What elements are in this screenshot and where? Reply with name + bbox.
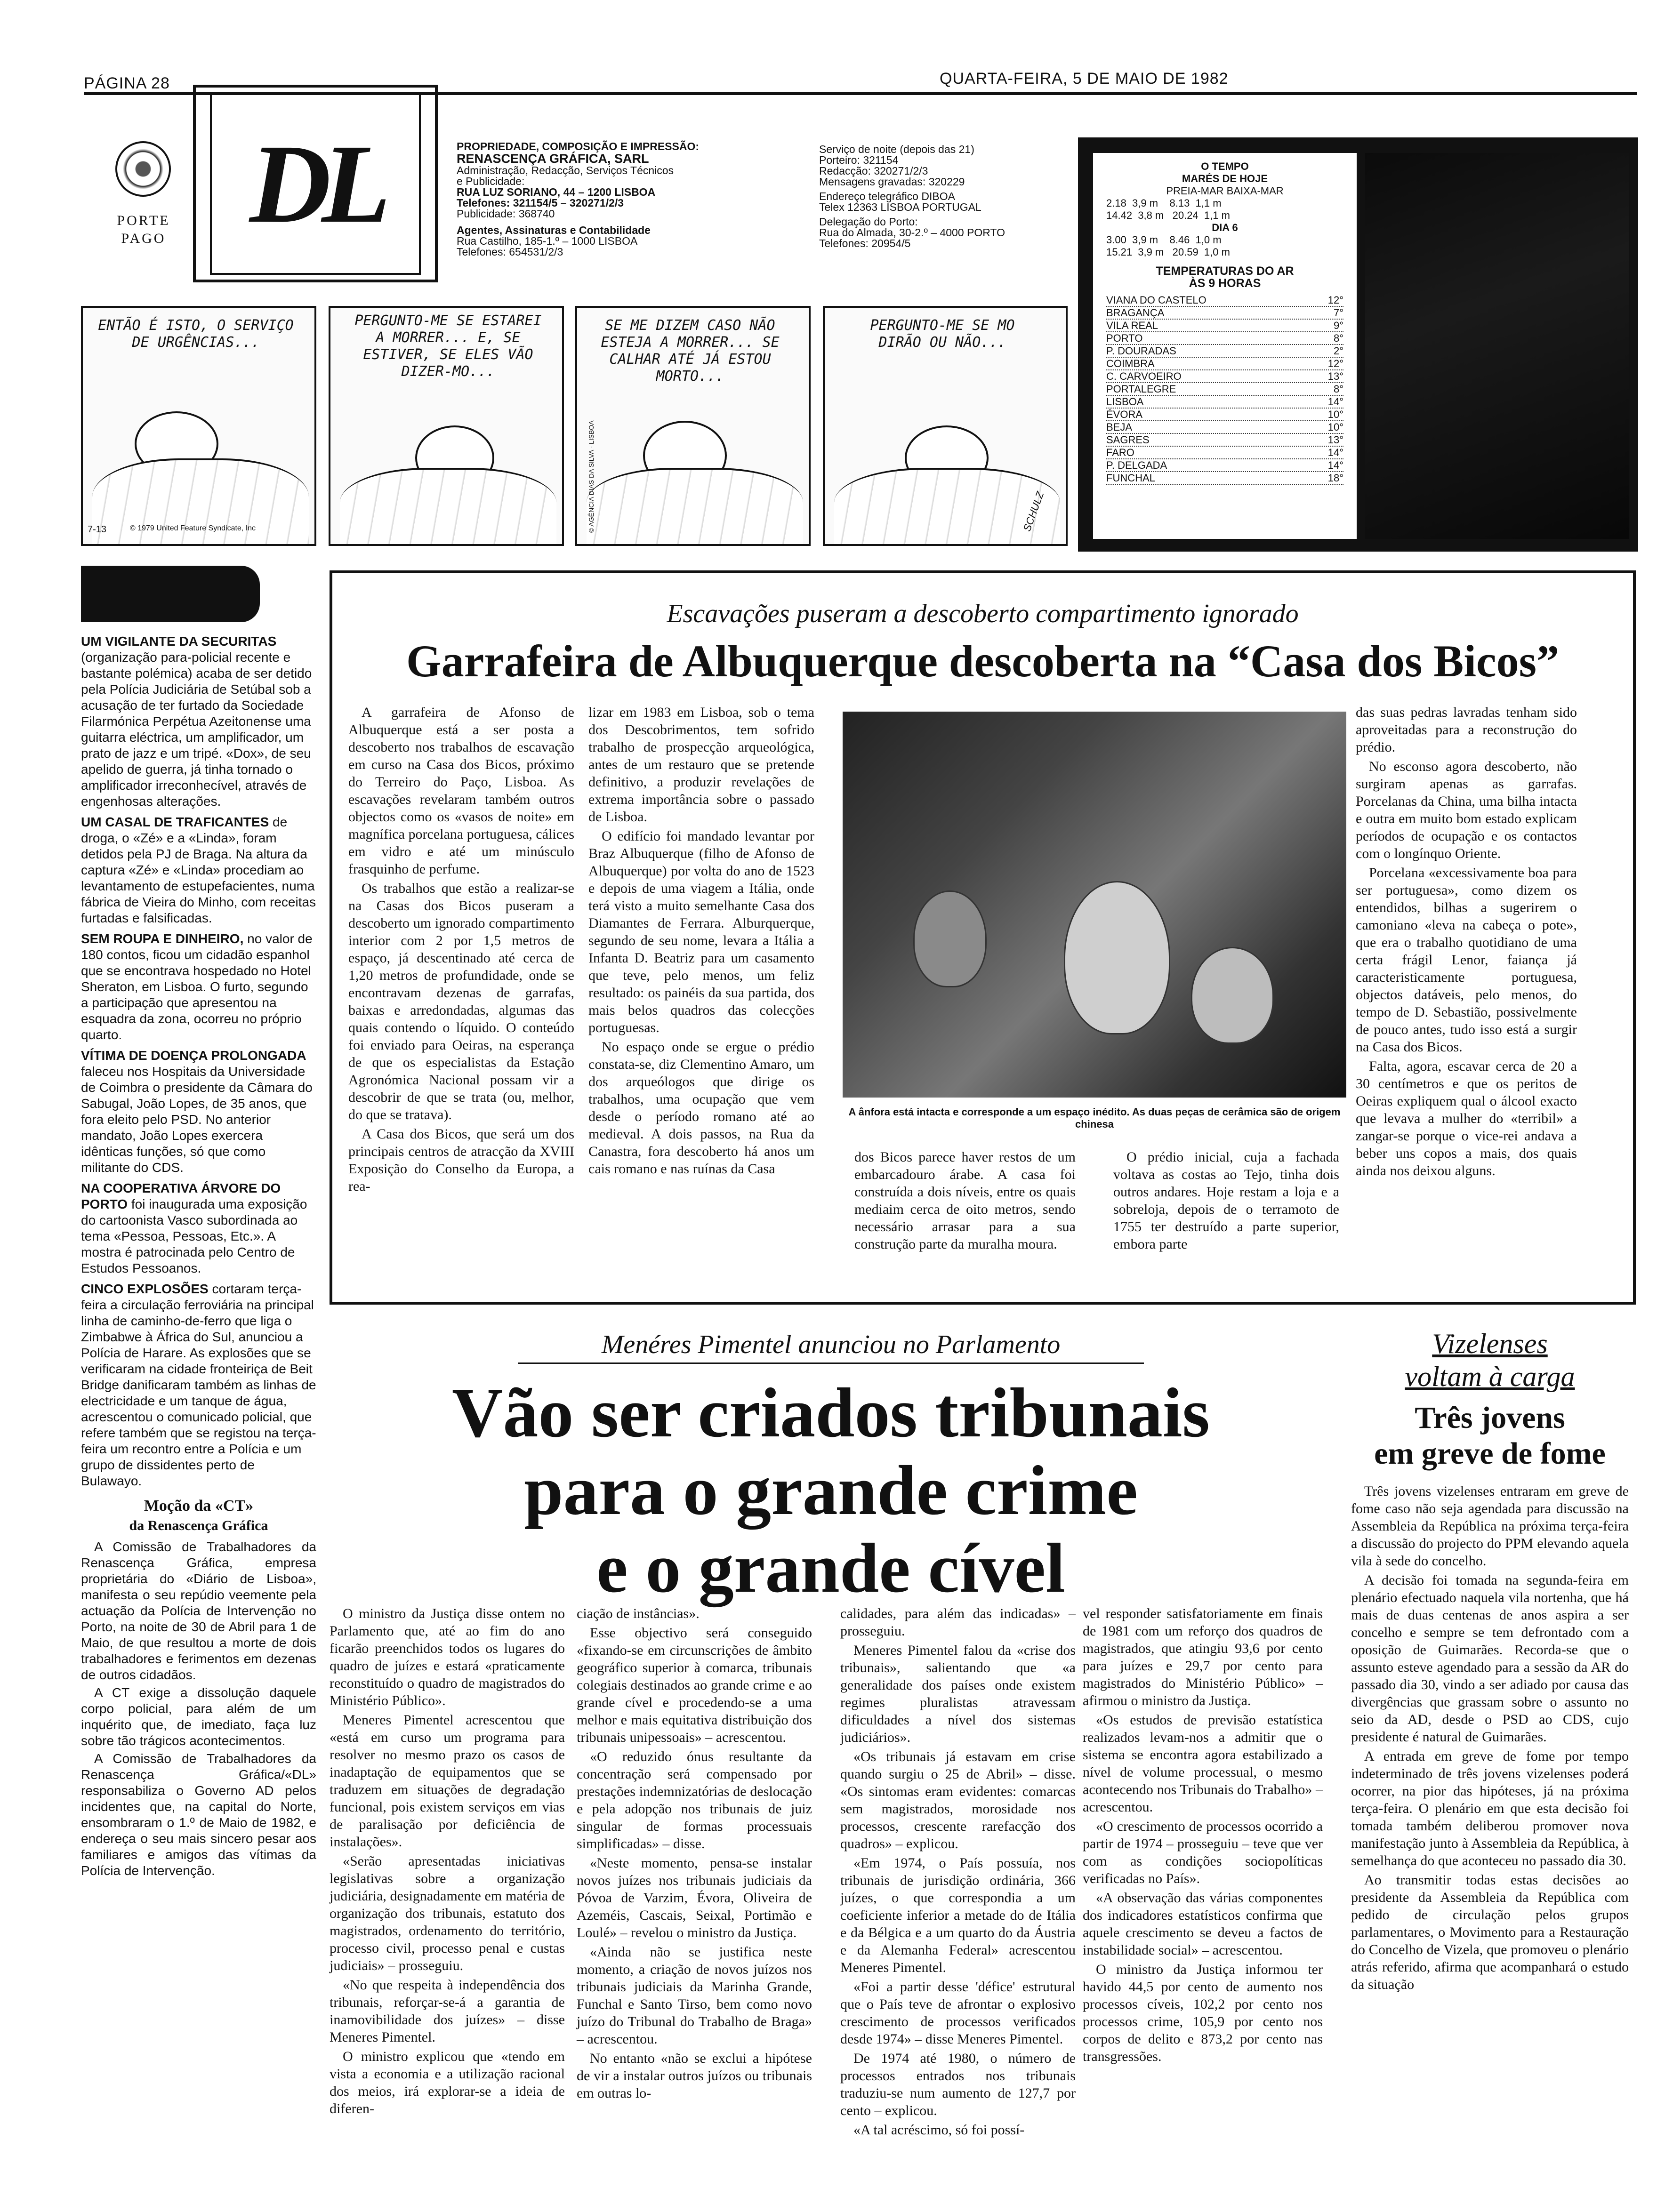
temps-title: TEMPERATURAS DO AR <box>1156 264 1294 278</box>
temp-value: 8° <box>1333 383 1343 395</box>
news-text: faleceu nos Hospitais da Universidade de Coimbra o presidente da Câmara do Sabugal, João Lopes, de 35 anos, que fora eleito pelo PSD. No anterior mandato, João Lopes exercera idênticas funções, só que como militante do CDS. <box>81 1064 313 1175</box>
temp-city: VIANA DO CASTELO <box>1106 294 1207 306</box>
comic-panel-2 <box>329 306 564 546</box>
article2-col1 <box>330 1605 565 2119</box>
article1-col2 <box>588 704 814 1179</box>
headline-line: Vão ser criados tribunais <box>452 1374 1210 1452</box>
temp-value: 2° <box>1333 345 1343 357</box>
temp-value: 18° <box>1327 472 1343 484</box>
services-info: Serviço de noite (depois das 21) Porteiro: 321154 Redacção: 320271/2/3 Mensagens gravadas: 320229 Endereço telegráfico DIBOA Telex 12363 LISBOA PORTUGAL Delegação do Porto: Rua do Almada, 30-2.º – 4000 PORTO Telefones: 20954/5 <box>819 143 1005 249</box>
comic-panel-4 <box>823 306 1068 546</box>
tides-row: 2.18 3,9 m 8.13 1,1 m <box>1106 197 1222 209</box>
article2-paragraph: «Foi a partir desse 'défice' estrutural que o País teve de afrontar o explosivo crescimento de processos verificados desde 1974» – disse Meneres Pimentel. <box>840 1979 1076 2047</box>
article2-paragraph: O ministro explicou que «tendo em vista a economia e a utilização racional dos meios, irá explorar-se a ideia de diferen- <box>330 2049 565 2116</box>
mocao-paragraph: A Comissão de Trabalhadores da Renascença Gráfica/«DL» responsabiliza o Governo AD pelos incidentes que, na capital do Norte, ensombraram o 1.º de Maio de 1982, e endereça o seu mais sincero pesar aos familiares e amigos das vítimas da Polícia de Intervenção. <box>81 1751 316 1878</box>
article2-paragraph: Meneres Pimentel acrescentou que «está em curso um programa para resolver no mesmo prazo os casos de inadaptação de equipamentos que se traduzem em situações de degradação funcional, pois existem serviços em vias de paralisação por deficiência de instalações». <box>330 1712 565 1850</box>
kicker-underline <box>518 1362 1144 1364</box>
article2-paragraph: Esse objectivo será conseguido «fixando-se em circunscrições de âmbito geográfico superior à comarca, tribunais colegiais destinados ao grande crime e ao grande cível e procedendo-se a uma melhor e mais equitativa distribuição dos tribunais unipessoais» – acrescentou. <box>577 1625 812 1745</box>
temp-row <box>1106 370 1343 383</box>
comic-panel-1 <box>81 306 316 546</box>
temp-value: 7° <box>1333 307 1343 319</box>
article2-paragraph: «Serão apresentadas iniciativas legislativas sobre a organização judiciária, designadamente em matéria de organização dos tribunais, estatuto dos magistrados, ordenamento do território, processo civil, processo penal e custas judiciais» – prosseguiu. <box>330 1853 565 1973</box>
article1-paragraph: Os trabalhos que estão a realizar-se na Casas dos Bicos puseram a descoberto um ignorado compartimento interior com 2 por 1,5 metros de espaço, já descentinado até cerca de 1,20 metros de profundidade, onde se encontravam dezenas de garrafas, baixas e arredondadas, algumas das quais contendo o líquido. O conteúdo foi enviado para Oeiras, na esperança de que os especialistas da Estação Agronómica Nacional possam vir a descobrir de que se trata (ou, melhor, do que se tratava). <box>348 881 574 1122</box>
article2-col2 <box>577 1605 812 2104</box>
article2-paragraph: calidades, para além das indicadas» – prosseguiu. <box>840 1606 1076 1639</box>
temp-row <box>1106 396 1343 409</box>
article2-paragraph: Meneres Pimentel falou da «crise dos tribunais», salientando que «a generalidade dos países onde existem regimes pluralistas atravessam dificuldades a nível dos sistemas judiciários». <box>840 1643 1076 1745</box>
mocao-title: Moção da «CT» <box>144 1497 254 1515</box>
page-number: PÁGINA 28 <box>84 74 170 92</box>
logo-box <box>193 85 438 282</box>
article2-paragraph: ciação de instâncias». <box>577 1606 700 1621</box>
seal-icon <box>115 141 171 197</box>
article1-col5 <box>1356 704 1577 1181</box>
temp-city: BRAGANÇA <box>1106 307 1165 319</box>
article1-paragraph: O edifício foi mandado levantar por Braz Albuquerque (filho de Afonso de Albuquerque) por volta do ano de 1523 e depois de uma viagem a Itália, onde terá visto a muito semelhante Casa dos Diamantes de Ferrara. Alburquerque, segundo de seu nome, levara a Itália a Infanta D. Beatriz para um casamento que teve, pelo menos, um feliz resultado: os painéis da sua partida, dos mais belos quadros das colecções portuguesas. <box>588 828 814 1035</box>
news-head: UM VIGILANTE DA SECURITAS <box>81 634 277 649</box>
temp-city: C. CARVOEIRO <box>1106 370 1182 382</box>
speech-bubble: SE ME DIZEM CASO NÃO ESTEJA A MORRER... SE CALHAR ATÉ JÁ ESTOU MORTO... <box>601 317 780 385</box>
temp-value: 12° <box>1327 294 1343 306</box>
article2-paragraph: No entanto «não se exclui a hipótese de vir a instalar outros juízos ou tribunais em outras lo- <box>577 2051 812 2101</box>
temp-row <box>1106 447 1343 459</box>
weather-photo <box>1365 153 1629 539</box>
speech-bubble: PERGUNTO-ME SE ESTAREI A MORRER... E, SE ESTIVER, SE ELES VÃO DIZER-MO... <box>354 313 542 380</box>
article1-col3 <box>854 1148 1076 1255</box>
temp-row <box>1106 409 1343 421</box>
article1-paragraph: No espaço onde se ergue o prédio constata-se, diz Clementino Amaro, um dos arqueólogos que dirige os trabalhos, uma ocupação que vem desde o período romano até ao medieval. A dois passos, na Rua da Canastra, fora descoberto há anos um cais romano e nas ruínas da Casa <box>588 1039 814 1177</box>
news-head: UM CASAL DE TRAFICANTES <box>81 815 269 829</box>
news-text: cortaram terça-feira a circulação ferroviária na principal linha de caminho-de-ferro que liga o Zimbabwe à África do Sul, anunciou a Polícia de Harare. As explosões que se verificaram na cidade fronteiriça de Beit Bridge danificaram também as linhas de electricidade e um tanque de água, acrescentou o comunicado policial, que refere também que se registou na terça-feira um recontro entre a Polícia e um grupo de dissidentes perto de Bulawayo. <box>81 1282 316 1488</box>
article1-paragraph: dos Bicos parece haver restos de um embarcadouro árabe. A casa foi construída a dois níveis, entre os quais mediaim cerca de oito metros, sendo necessário arrasar para a sua construção parte da muralha moura. <box>854 1149 1076 1252</box>
blanket-icon <box>340 468 556 546</box>
temp-city: VILA REAL <box>1106 320 1158 331</box>
temps-subtitle: ÀS 9 HORAS <box>1189 277 1261 290</box>
comic-copyright: © 1979 United Feature Syndicate, Inc <box>130 524 256 532</box>
article2-paragraph: «No que respeita à independência dos tribunais, reforçar-se-á a garantia de inamovibilidade dos juízes» – disse Meneres Pimentel. <box>330 1977 565 2045</box>
tides-row: 14.42 3,8 m 20.24 1,1 m <box>1106 209 1230 221</box>
article2-kicker: Menéres Pimentel anunciou no Parlamento <box>601 1330 1061 1359</box>
article3-body <box>1351 1483 1629 1995</box>
temp-city: SAGRES <box>1106 434 1150 446</box>
temp-city: FUNCHAL <box>1106 472 1155 484</box>
news-text: de droga, o «Zé» e a «Linda», foram detidos pela PJ de Braga. Na altura da captura «Zé» e «Linda» procediam ao levantamento de estupefacientes, numa fábrica de Vieira do Minho, com receitas furtadas e falsificadas. <box>81 815 316 925</box>
temp-city: PORTALEGRE <box>1106 383 1176 395</box>
article2-paragraph: «Os tribunais já estavam em crise quando surgiu o 25 de Abril» – disse. «Os sintomas eram evidentes: comarcas sem magistrados, morosidade nos processos, crescente rarefacção dos quadros» – explicou. <box>840 1749 1076 1851</box>
temp-city: FARO <box>1106 447 1134 458</box>
vase-icon <box>1191 947 1274 1044</box>
news-head: SEM ROUPA E DINHEIRO, <box>81 931 244 946</box>
comic-date-code: 7-13 <box>88 524 107 535</box>
article1-paragraph: Falta, agora, escavar cerca de 20 a 30 centímetros e que os peritos de Oeiras expliquem qual o álcool exacto que levava a mulher do «terribil» a zangar-se porque o vice-rei andava a beber uns copos a mais, dos quais ainda nos deixou alguns. <box>1356 1058 1577 1178</box>
temp-row <box>1106 434 1343 447</box>
article3-paragraph: A entrada em greve de fome por tempo indeterminado de três jovens vizelenses poderá ocorrer, na pior das hipóteses, já na próxima terça-feira. O plenário em que esta decisão foi tomada também deliberou promover nova manifestação junto à Assembleia da República, à semelhança do que aconteceu no passado dia 30. <box>1351 1748 1629 1868</box>
temp-value: 14° <box>1327 459 1343 471</box>
temp-row <box>1106 345 1343 358</box>
headline-line: para o grande crime <box>524 1451 1138 1530</box>
sidebar-banner-icon <box>81 566 260 622</box>
temp-value: 8° <box>1333 332 1343 344</box>
temp-city: BEJA <box>1106 421 1133 433</box>
temp-row <box>1106 294 1343 307</box>
article1-paragraph: No esconso agora descoberto, não surgiram apenas as garrafas. Porcelanas da China, uma bilha intacta e outra em muito bom estado explicam períodos de ocupação e os contactos com o longínquo Oriente. <box>1356 759 1577 861</box>
issue-date: QUARTA-FEIRA, 5 DE MAIO DE 1982 <box>940 70 1229 88</box>
temp-row <box>1106 421 1343 434</box>
news-text: foi inaugurada uma exposição do cartoonista Vasco subordinada ao tema «Pessoa, Pessoas, Etc.». A mostra é patrocinada pelo Centro de Estudos Pessoanos. <box>81 1197 307 1275</box>
weather-panel <box>1093 153 1357 539</box>
temp-row <box>1106 332 1343 345</box>
temp-row <box>1106 358 1343 370</box>
article1-paragraph: O prédio inicial, cuja a fachada voltava as costas ao Tejo, tinha dois outros andares. Hoje restam a loja e a sobreloja, depois de o terramoto de 1755 ter destruído a parte superior, embora parte <box>1113 1149 1339 1252</box>
headline-line: Três jovens <box>1415 1401 1565 1435</box>
porte-pago: PORTE PAGO <box>117 213 170 246</box>
article3-paragraph: A decisão foi tomada na segunda-feira em plenário efectuado naquela vila nortenha, que há mais de duas centenas de anos aspira a ser concelho e sempre se tem defrontado com a oposição de Guimarães. Recorda-se que o assunto esteve agendado para a sessão da AR do passado dia 30, vindo a ser adiado por causa das divergências que grassam sobre o assunto no seio da AD, desde o PSD ao CDS, cujo presidente é natural de Guimarães. <box>1351 1572 1629 1745</box>
news-head: VÍTIMA DE DOENÇA PROLONGADA <box>81 1048 306 1063</box>
amphora-photo <box>843 712 1346 1098</box>
article1-col4 <box>1113 1148 1339 1255</box>
article1-paragraph: das suas pedras lavradas tenham sido aproveitadas para a reconstrução do prédio. <box>1356 705 1577 755</box>
temp-row <box>1106 383 1343 396</box>
article3-headline <box>1344 1400 1636 1472</box>
article2-paragraph: «Os estudos de previsão estatística realizados levam-nos a admitir que o sistema se encontra agora estabilizado a nível de volume processual, o mesmo acontecendo nos Tribunais do Trabalho» – acrescentou. <box>1083 1712 1323 1815</box>
temp-value: 12° <box>1327 358 1343 369</box>
temp-row <box>1106 472 1343 485</box>
speech-bubble: ENTÃO É ISTO, O SERVIÇO DE URGÊNCIAS... <box>98 317 294 351</box>
temp-value: 13° <box>1327 434 1343 446</box>
dl-logo: DL <box>210 92 421 275</box>
article2-paragraph: O ministro da Justiça disse ontem no Parlamento que, até ao fim do ano ficarão preenchidos todos os lugares do quadro de juízes e estará «praticamente reconstituído o quadro de magistrados do Ministério Público». <box>330 1606 565 1708</box>
article3-kicker <box>1344 1327 1636 1393</box>
news-head: CINCO EXPLOSÕES <box>81 1282 209 1296</box>
article1-paragraph: A garrafeira de Afonso de Albuquerque está a ser posta a descoberto nos trabalhos de escavação em curso na Casa dos Bicos, próximo do Terreiro do Paço, Lisboa. As escavações revelaram também outros objectos como os «vasos de noite» em magnífica porcelana portuguesa, cálices em vidro e até um minúsculo frasquinho de perfume. <box>348 705 574 877</box>
article2-col3 <box>840 1605 1076 2140</box>
blanket-icon <box>587 468 803 546</box>
temp-value: 10° <box>1327 409 1343 420</box>
news-text: no valor de 180 contos, ficou um cidadão espanhol que se encontrava hospedado no Hotel Sheraton, em Lisboa. O furto, segundo a participação que apresentou na esquadra da zona, ocorreu no próprio quarto. <box>81 931 313 1042</box>
article1-kicker: Escavações puseram a descoberto compartimento ignorado <box>667 599 1299 628</box>
sidebar-news <box>81 633 316 1881</box>
blanket-icon <box>834 468 1060 546</box>
article3-paragraph: Ao transmitir todas estas decisões ao presidente da Assembleia da República com pedido de circulação pelos grupos parlamentares, o Movimento para a Restauração do Concelho de Vizela, que promoveu o plenário atrás referido, afirma que acompanhará o estudo da situação <box>1351 1872 1629 1992</box>
mocao-subtitle: da Renascença Gráfica <box>129 1518 268 1533</box>
article1-paragraph: A Casa dos Bicos, que será um dos principais centros de atracção da XVIII Exposição do Conselho da Europa, a rea- <box>348 1126 574 1194</box>
article2-paragraph: «Em 1974, o País possuía, nos tribunais de jurisdição ordinária, 366 juízes, o que correspondia a um coeficiente inferior a metade do de Itália e da Bélgica e a um quarto do da Áustria e da Alemanha Federal» acrescentou Meneres Pimentel. <box>840 1855 1076 1975</box>
news-head: NA COOPERATIVA ÁRVORE DO PORTO <box>81 1181 281 1211</box>
tides-header: PREIA-MAR BAIXA-MAR <box>1166 185 1284 197</box>
tides-day: DIA 6 <box>1212 222 1238 233</box>
temp-row <box>1106 459 1343 472</box>
article2-headline <box>330 1374 1332 1607</box>
amphora-icon <box>1064 881 1170 1034</box>
mocao-paragraph: A Comissão de Trabalhadores da Renascença Gráfica, empresa proprietária do «Diário de Lisboa», manifesta o seu repúdio veemente pela actuação da Polícia de Intervenção no Porto, na noite de 30 de Abril para 1 de Maio, de que resultou a morte de dois trabalhadores e ferimentos em dezenas de outros cidadãos. <box>81 1539 316 1682</box>
weather-title: O TEMPO <box>1201 160 1249 172</box>
article2-paragraph: «O reduzido ónus resultante da concentração será compensado por prestações indemnizatórias de deslocação e pela adopção nos tribunais de juiz singular de formas processuais simplificadas» – disse. <box>577 1749 812 1851</box>
kicker-line: voltam à carga <box>1405 1361 1575 1392</box>
article1-headline: Garrafeira de Albuquerque descoberta na “Casa dos Bicos” <box>406 636 1559 686</box>
temp-city: ÉVORA <box>1106 409 1143 420</box>
comic-agency: © AGÊNCIA DIAS DA SILVA - LISBOA <box>587 420 595 533</box>
article3-paragraph: Três jovens vizelenses entraram em greve de fome caso não seja agendada para discussão na Assembleia da República na próxima terça-feira a discussão do projecto do PPM elevando aquela vila à sede do concelho. <box>1351 1483 1629 1569</box>
mocao-paragraph: A CT exige a dissolução daquele corpo policial, para além de um inquérito que, de imediato, faça luz sobre tão trágicos acontecimentos. <box>81 1685 316 1748</box>
blanket-icon <box>92 458 309 546</box>
temp-city: P. DOURADAS <box>1106 345 1176 357</box>
temp-value: 13° <box>1327 370 1343 382</box>
tides-title: MARÉS DE HOJE <box>1182 173 1268 184</box>
temp-city: LISBOA <box>1106 396 1144 408</box>
headline-line: em greve de fome <box>1374 1436 1606 1471</box>
ownership-info: PROPRIEDADE, COMPOSIÇÃO E IMPRESSÃO: RENASCENÇA GRÁFICA, SARL Administração, Redacção, Serviços Técnicos e Publicidade: RUA LUZ SORIANO, 44 – 1200 LISBOA Telefones: 321154/5 – 320271/2/3 Publicidade: 368740 Agentes, Assinaturas e Contabilidade Rua Castilho, 185-1.º – 1000 LISBOA Telefones: 654531/2/3 <box>457 140 700 258</box>
temp-value: 14° <box>1327 396 1343 408</box>
article1-paragraph: Porcelana «excessivamente boa para ser portuguesa», como dizem os entendidos, bilhas a sugerirem o camoniano «leva na cabeça o pote», que era o trabalho quotidiano de uma certa frágil Lenor, faiança já caracteristicamente portuguesa, objectos datáveis, pelo menos, do tempo de D. Sebastião, possivelmente de pouco antes, tudo isso está a surgir na Casa dos Bicos. <box>1356 865 1577 1055</box>
article2-paragraph: «A tal acréscimo, só foi possí- <box>853 2122 1025 2138</box>
comic-panel-3 <box>575 306 811 546</box>
headline-line: e o grande cível <box>596 1529 1065 1607</box>
temp-value: 10° <box>1327 421 1343 433</box>
article1-paragraph: lizar em 1983 em Lisboa, sob o tema dos Descobrimentos, tem sofrido trabalho de prospecção arqueológica, antes de um restauro que se pretende definitivo, a produzir revelações de extrema importância sobre o passado de Lisboa. <box>588 705 814 825</box>
speech-bubble: PERGUNTO-ME SE MO DIRÃO OU NÃO... <box>870 317 1015 351</box>
vase-icon <box>913 890 987 987</box>
temp-value: 14° <box>1327 447 1343 458</box>
article2-paragraph: vel responder satisfatoriamente em finais de 1981 com um reforço dos quadros de magistrados, que atingiu 93,6 por cento para juízes e 29,7 por cento para magistrados do Ministério Público» – afirmou o ministro da Justiça. <box>1083 1606 1323 1708</box>
article2-paragraph: De 1974 até 1980, o número de processos entrados nos tribunais traduziu-se num aumento de 127,7 por cento – explicou. <box>840 2051 1076 2118</box>
temp-city: PORTO <box>1106 332 1143 344</box>
article2-col4 <box>1083 1605 1323 2067</box>
kicker-line: Vizelenses <box>1432 1328 1548 1359</box>
comic-signature: SCHULZ <box>1021 490 1046 533</box>
temp-row <box>1106 320 1343 332</box>
news-text: (organização para-policial recente e bastante polémica) acaba de ser detido pela Polícia Judiciária de Setúbal sob a acusação de ter furtado da Sociedade Filarmónica Perpétua Azeitonense uma guitarra eléctrica, um amplificador, um prato de jazz e um tripé. «Dox», de seu apelido de guerra, já tinha tornado o amplificador irreconhecível, através de engenhosas alterações. <box>81 650 312 809</box>
article2-paragraph: «Neste momento, pensa-se instalar novos juízes nos tribunais judiciais da Póvoa de Varzim, Évora, Oliveira de Azeméis, Cascais, Seixal, Portimão e Loulé» – revelou o ministro da Justiça. <box>577 1855 812 1940</box>
temp-value: 9° <box>1333 320 1343 331</box>
temp-row <box>1106 307 1343 320</box>
article2-paragraph: «O crescimento de processos ocorrido a partir de 1974 – prosseguiu – teve que ver com as condições sociopolíticas verificadas no País». <box>1083 1819 1323 1886</box>
temp-city: COIMBRA <box>1106 358 1155 369</box>
temp-city: P. DELGADA <box>1106 459 1167 471</box>
tides-row: 3.00 3,9 m 8.46 1,0 m <box>1106 234 1222 246</box>
article1-col1 <box>348 704 574 1197</box>
photo-caption: A ânfora está intacta e corresponde a um espaço inédito. As duas peças de cerâmica são de origem chinesa <box>848 1106 1341 1130</box>
article2-paragraph: «Ainda não se justifica neste momento, a criação de novos juízos nos tribunais judiciais da Marinha Grande, Funchal e Santo Tirso, bem como novo juízo do Tribunal do Trabalho de Braga» – acrescentou. <box>577 1944 812 2047</box>
temps-list <box>1106 294 1343 485</box>
tides-row: 15.21 3,9 m 20.59 1,0 m <box>1106 246 1230 258</box>
article2-paragraph: O ministro da Justiça informou ter havido 44,5 por cento de aumento nos processos cíveis, 102,2 por cento nos processos crime, 105,9 por cento nos corpos de delito e 873,2 por cento nas transgressões. <box>1083 1962 1323 2064</box>
article2-paragraph: «A observação das várias componentes dos indicadores estatísticos confirma que aquele crescimento se deveu a factos de instabilidade social» – acrescentou. <box>1083 1890 1323 1958</box>
